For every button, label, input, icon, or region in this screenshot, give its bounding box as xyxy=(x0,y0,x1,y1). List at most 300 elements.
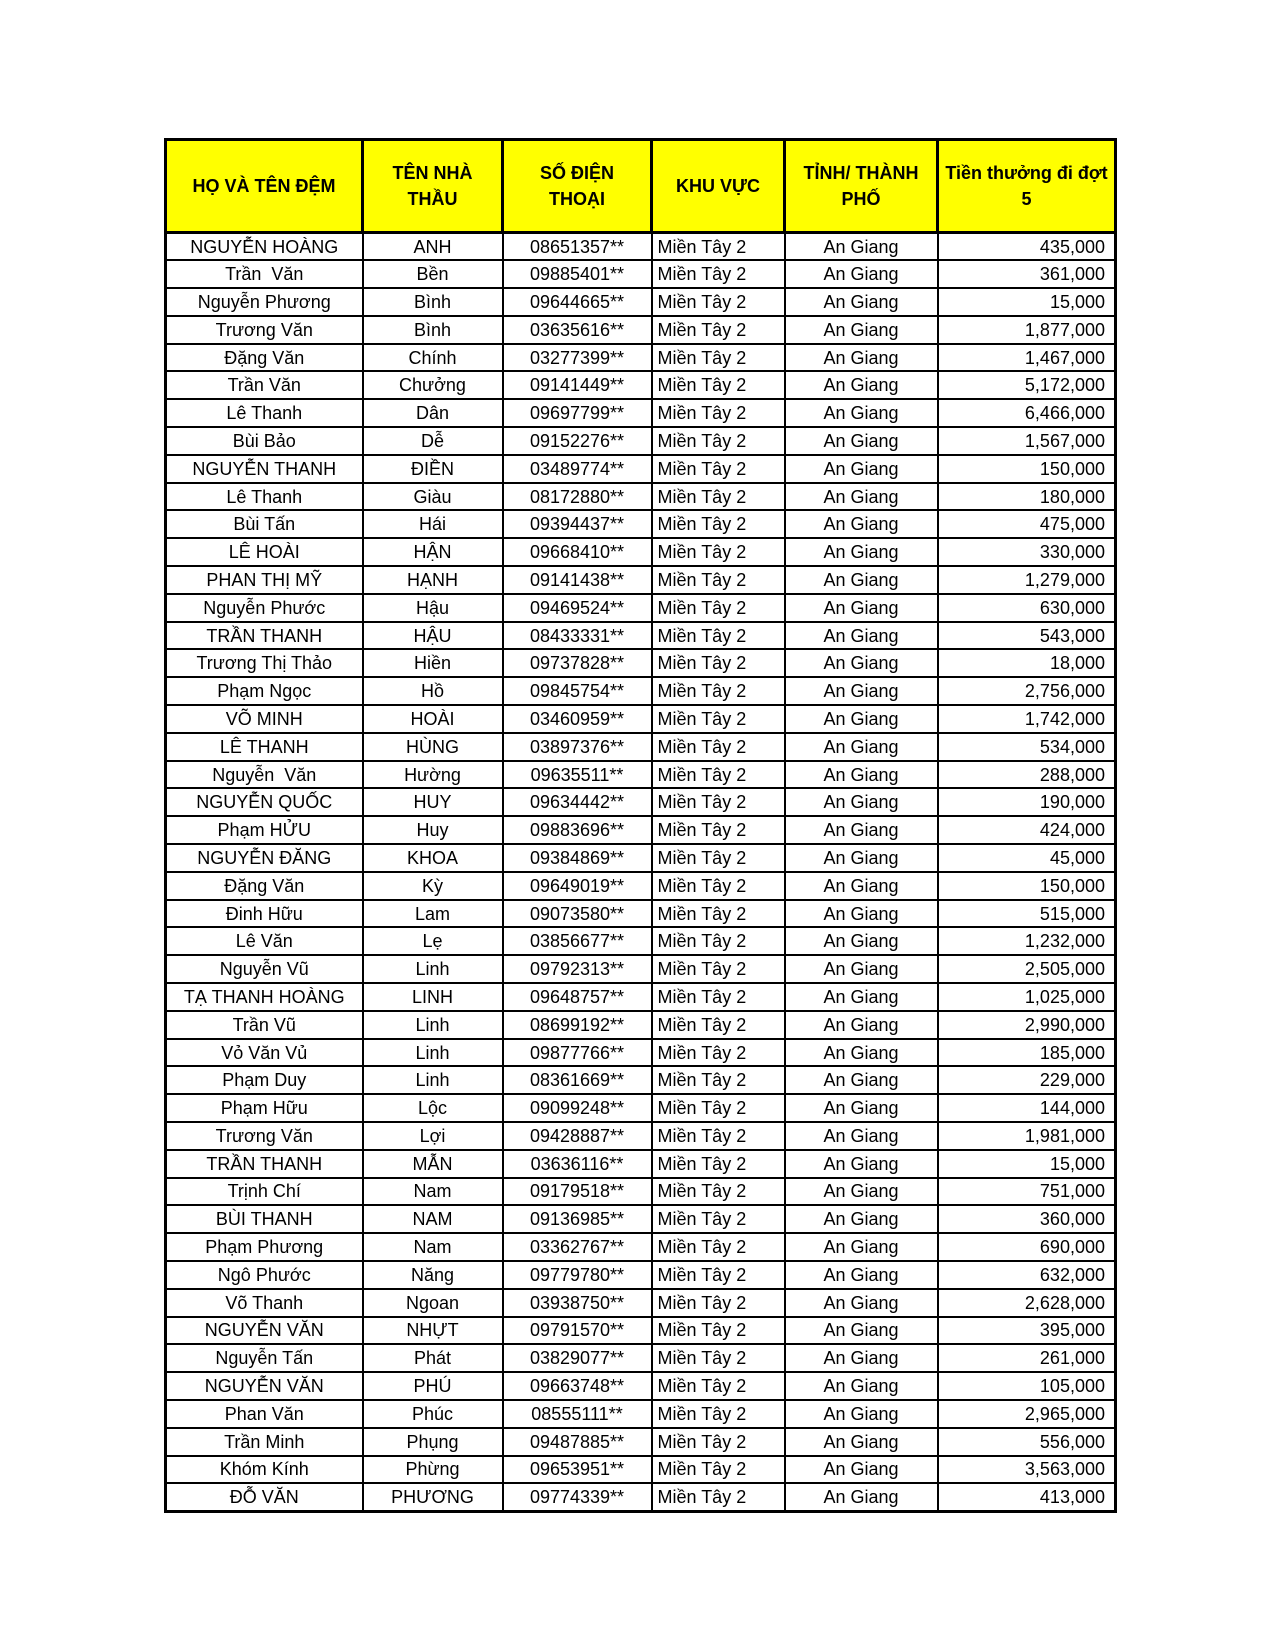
cell-ten-nha-thau: Bền xyxy=(363,260,503,288)
cell-ten-nha-thau: Hồ xyxy=(363,677,503,705)
cell-tien-thuong: 395,000 xyxy=(938,1317,1116,1345)
cell-tinh-thanh-pho: An Giang xyxy=(785,705,938,733)
cell-tien-thuong: 632,000 xyxy=(938,1261,1116,1289)
cell-ho-va-ten-dem: Trần Văn xyxy=(166,371,363,399)
cell-ho-va-ten-dem: Nguyễn Phương xyxy=(166,288,363,316)
cell-khu-vuc: Miền Tây 2 xyxy=(652,983,785,1011)
cell-so-dien-thoai: 08361669** xyxy=(503,1066,652,1094)
cell-tien-thuong: 1,567,000 xyxy=(938,427,1116,455)
cell-ten-nha-thau: Lợi xyxy=(363,1122,503,1150)
cell-khu-vuc: Miền Tây 2 xyxy=(652,1483,785,1511)
cell-tinh-thanh-pho: An Giang xyxy=(785,288,938,316)
cell-ho-va-ten-dem: Trương Văn xyxy=(166,316,363,344)
column-header-ho-va-ten-dem: HỌ VÀ TÊN ĐỆM xyxy=(166,140,363,233)
cell-tien-thuong: 1,467,000 xyxy=(938,344,1116,372)
cell-tien-thuong: 150,000 xyxy=(938,872,1116,900)
cell-so-dien-thoai: 09136985** xyxy=(503,1205,652,1233)
cell-ten-nha-thau: Giàu xyxy=(363,483,503,511)
cell-ten-nha-thau: HUY xyxy=(363,788,503,816)
cell-khu-vuc: Miền Tây 2 xyxy=(652,233,785,261)
cell-so-dien-thoai: 09663748** xyxy=(503,1372,652,1400)
table-row xyxy=(166,1233,1116,1261)
cell-khu-vuc: Miền Tây 2 xyxy=(652,872,785,900)
table-row xyxy=(166,1178,1116,1206)
table-row xyxy=(166,1428,1116,1456)
cell-ho-va-ten-dem: NGUYỄN VĂN xyxy=(166,1372,363,1400)
cell-so-dien-thoai: 09099248** xyxy=(503,1094,652,1122)
table-row xyxy=(166,483,1116,511)
cell-tinh-thanh-pho: An Giang xyxy=(785,983,938,1011)
table-row xyxy=(166,427,1116,455)
table-row xyxy=(166,1205,1116,1233)
cell-tien-thuong: 543,000 xyxy=(938,622,1116,650)
cell-so-dien-thoai: 03636116** xyxy=(503,1150,652,1178)
table-row xyxy=(166,1261,1116,1289)
spreadsheet-sheet xyxy=(164,138,1117,1513)
cell-ten-nha-thau: Phụng xyxy=(363,1428,503,1456)
cell-so-dien-thoai: 09152276** xyxy=(503,427,652,455)
cell-ten-nha-thau: Bình xyxy=(363,316,503,344)
table-row xyxy=(166,622,1116,650)
cell-tien-thuong: 185,000 xyxy=(938,1039,1116,1067)
cell-tinh-thanh-pho: An Giang xyxy=(785,1039,938,1067)
cell-tinh-thanh-pho: An Giang xyxy=(785,788,938,816)
cell-khu-vuc: Miền Tây 2 xyxy=(652,316,785,344)
cell-ho-va-ten-dem: Lê Thanh xyxy=(166,483,363,511)
cell-tien-thuong: 5,172,000 xyxy=(938,371,1116,399)
cell-so-dien-thoai: 09179518** xyxy=(503,1178,652,1206)
table-row xyxy=(166,733,1116,761)
cell-tinh-thanh-pho: An Giang xyxy=(785,622,938,650)
table-row xyxy=(166,1344,1116,1372)
cell-tien-thuong: 261,000 xyxy=(938,1344,1116,1372)
cell-so-dien-thoai: 03856677** xyxy=(503,927,652,955)
cell-khu-vuc: Miền Tây 2 xyxy=(652,483,785,511)
cell-tinh-thanh-pho: An Giang xyxy=(785,233,938,261)
cell-ten-nha-thau: HẬU xyxy=(363,622,503,650)
cell-so-dien-thoai: 09653951** xyxy=(503,1456,652,1484)
cell-khu-vuc: Miền Tây 2 xyxy=(652,538,785,566)
cell-ten-nha-thau: Chính xyxy=(363,344,503,372)
cell-khu-vuc: Miền Tây 2 xyxy=(652,816,785,844)
table-row xyxy=(166,1372,1116,1400)
cell-so-dien-thoai: 09648757** xyxy=(503,983,652,1011)
cell-ho-va-ten-dem: Trương Thị Thảo xyxy=(166,649,363,677)
cell-ho-va-ten-dem: Nguyễn Phước xyxy=(166,594,363,622)
table-row xyxy=(166,233,1116,261)
cell-tinh-thanh-pho: An Giang xyxy=(785,371,938,399)
cell-so-dien-thoai: 03460959** xyxy=(503,705,652,733)
cell-tinh-thanh-pho: An Giang xyxy=(785,1456,938,1484)
cell-khu-vuc: Miền Tây 2 xyxy=(652,1317,785,1345)
cell-ho-va-ten-dem: Trương Văn xyxy=(166,1122,363,1150)
cell-ten-nha-thau: Nam xyxy=(363,1178,503,1206)
cell-ten-nha-thau: Linh xyxy=(363,1066,503,1094)
cell-khu-vuc: Miền Tây 2 xyxy=(652,1233,785,1261)
cell-khu-vuc: Miền Tây 2 xyxy=(652,1289,785,1317)
cell-ho-va-ten-dem: Ngô Phước xyxy=(166,1261,363,1289)
cell-tien-thuong: 424,000 xyxy=(938,816,1116,844)
cell-ho-va-ten-dem: VÕ MINH xyxy=(166,705,363,733)
cell-ten-nha-thau: Nam xyxy=(363,1233,503,1261)
cell-tinh-thanh-pho: An Giang xyxy=(785,649,938,677)
table-row xyxy=(166,1094,1116,1122)
cell-tinh-thanh-pho: An Giang xyxy=(785,844,938,872)
cell-so-dien-thoai: 08555111** xyxy=(503,1400,652,1428)
table-row xyxy=(166,1483,1116,1511)
cell-tinh-thanh-pho: An Giang xyxy=(785,399,938,427)
cell-tinh-thanh-pho: An Giang xyxy=(785,733,938,761)
cell-tien-thuong: 180,000 xyxy=(938,483,1116,511)
cell-khu-vuc: Miền Tây 2 xyxy=(652,344,785,372)
cell-tinh-thanh-pho: An Giang xyxy=(785,427,938,455)
cell-tien-thuong: 105,000 xyxy=(938,1372,1116,1400)
cell-tien-thuong: 229,000 xyxy=(938,1066,1116,1094)
cell-ho-va-ten-dem: Vỏ Văn Vủ xyxy=(166,1039,363,1067)
cell-tinh-thanh-pho: An Giang xyxy=(785,1178,938,1206)
cell-so-dien-thoai: 03635616** xyxy=(503,316,652,344)
cell-khu-vuc: Miền Tây 2 xyxy=(652,677,785,705)
cell-khu-vuc: Miền Tây 2 xyxy=(652,260,785,288)
cell-tien-thuong: 556,000 xyxy=(938,1428,1116,1456)
cell-tien-thuong: 15,000 xyxy=(938,288,1116,316)
cell-tien-thuong: 1,279,000 xyxy=(938,566,1116,594)
cell-khu-vuc: Miền Tây 2 xyxy=(652,761,785,789)
cell-ten-nha-thau: NAM xyxy=(363,1205,503,1233)
cell-ho-va-ten-dem: BÙI THANH xyxy=(166,1205,363,1233)
cell-ho-va-ten-dem: Phạm Duy xyxy=(166,1066,363,1094)
cell-khu-vuc: Miền Tây 2 xyxy=(652,900,785,928)
cell-ten-nha-thau: PHÚ xyxy=(363,1372,503,1400)
cell-tinh-thanh-pho: An Giang xyxy=(785,927,938,955)
cell-ten-nha-thau: ĐIỀN xyxy=(363,455,503,483)
cell-ho-va-ten-dem: NGUYỄN HOÀNG xyxy=(166,233,363,261)
cell-tien-thuong: 150,000 xyxy=(938,455,1116,483)
cell-khu-vuc: Miền Tây 2 xyxy=(652,705,785,733)
cell-khu-vuc: Miền Tây 2 xyxy=(652,649,785,677)
cell-ten-nha-thau: Phúc xyxy=(363,1400,503,1428)
cell-tinh-thanh-pho: An Giang xyxy=(785,1122,938,1150)
table-row xyxy=(166,1066,1116,1094)
cell-khu-vuc: Miền Tây 2 xyxy=(652,399,785,427)
cell-khu-vuc: Miền Tây 2 xyxy=(652,1372,785,1400)
cell-khu-vuc: Miền Tây 2 xyxy=(652,844,785,872)
cell-ho-va-ten-dem: Võ Thanh xyxy=(166,1289,363,1317)
cell-khu-vuc: Miền Tây 2 xyxy=(652,288,785,316)
cell-so-dien-thoai: 09428887** xyxy=(503,1122,652,1150)
cell-tien-thuong: 330,000 xyxy=(938,538,1116,566)
cell-tinh-thanh-pho: An Giang xyxy=(785,1344,938,1372)
cell-so-dien-thoai: 09635511** xyxy=(503,761,652,789)
table-row xyxy=(166,927,1116,955)
cell-tinh-thanh-pho: An Giang xyxy=(785,1066,938,1094)
table-row xyxy=(166,844,1116,872)
cell-so-dien-thoai: 03897376** xyxy=(503,733,652,761)
cell-ho-va-ten-dem: Bùi Bảo xyxy=(166,427,363,455)
cell-so-dien-thoai: 09469524** xyxy=(503,594,652,622)
cell-ho-va-ten-dem: Nguyễn Văn xyxy=(166,761,363,789)
cell-tinh-thanh-pho: An Giang xyxy=(785,1372,938,1400)
cell-ho-va-ten-dem: Phạm HỬU xyxy=(166,816,363,844)
cell-ho-va-ten-dem: NGUYỄN VĂN xyxy=(166,1317,363,1345)
cell-so-dien-thoai: 09487885** xyxy=(503,1428,652,1456)
cell-so-dien-thoai: 08172880** xyxy=(503,483,652,511)
cell-ho-va-ten-dem: NGUYỄN THANH xyxy=(166,455,363,483)
table-row xyxy=(166,1122,1116,1150)
cell-tinh-thanh-pho: An Giang xyxy=(785,761,938,789)
cell-ho-va-ten-dem: Nguyễn Tấn xyxy=(166,1344,363,1372)
table-row xyxy=(166,1289,1116,1317)
cell-so-dien-thoai: 03362767** xyxy=(503,1233,652,1261)
table-row xyxy=(166,761,1116,789)
column-header-so-dien-thoai: SỐ ĐIỆN THOẠI xyxy=(503,140,652,233)
cell-ten-nha-thau: Bình xyxy=(363,288,503,316)
cell-ten-nha-thau: Phát xyxy=(363,1344,503,1372)
cell-tien-thuong: 630,000 xyxy=(938,594,1116,622)
cell-tinh-thanh-pho: An Giang xyxy=(785,566,938,594)
table-body xyxy=(166,233,1116,1512)
cell-ten-nha-thau: Kỳ xyxy=(363,872,503,900)
table-row xyxy=(166,1400,1116,1428)
cell-ho-va-ten-dem: TRẦN THANH xyxy=(166,622,363,650)
cell-ho-va-ten-dem: PHAN THỊ MỸ xyxy=(166,566,363,594)
cell-ho-va-ten-dem: Đặng Văn xyxy=(166,872,363,900)
cell-tien-thuong: 1,232,000 xyxy=(938,927,1116,955)
cell-so-dien-thoai: 03829077** xyxy=(503,1344,652,1372)
table-row xyxy=(166,510,1116,538)
cell-khu-vuc: Miền Tây 2 xyxy=(652,1066,785,1094)
column-header-khu-vuc: KHU VỰC xyxy=(652,140,785,233)
cell-tien-thuong: 45,000 xyxy=(938,844,1116,872)
cell-khu-vuc: Miền Tây 2 xyxy=(652,1150,785,1178)
cell-ho-va-ten-dem: Bùi Tấn xyxy=(166,510,363,538)
cell-khu-vuc: Miền Tây 2 xyxy=(652,455,785,483)
cell-ho-va-ten-dem: Đặng Văn xyxy=(166,344,363,372)
cell-ten-nha-thau: Linh xyxy=(363,1039,503,1067)
cell-khu-vuc: Miền Tây 2 xyxy=(652,1456,785,1484)
cell-ten-nha-thau: Ngoan xyxy=(363,1289,503,1317)
cell-ten-nha-thau: Hậu xyxy=(363,594,503,622)
cell-khu-vuc: Miền Tây 2 xyxy=(652,1400,785,1428)
column-header-ten-nha-thau: TÊN NHÀ THẦU xyxy=(363,140,503,233)
cell-so-dien-thoai: 03489774** xyxy=(503,455,652,483)
table-row xyxy=(166,1011,1116,1039)
cell-so-dien-thoai: 09737828** xyxy=(503,649,652,677)
table-row xyxy=(166,1456,1116,1484)
cell-ten-nha-thau: Dễ xyxy=(363,427,503,455)
cell-ho-va-ten-dem: Nguyễn Vũ xyxy=(166,955,363,983)
cell-ten-nha-thau: Hường xyxy=(363,761,503,789)
cell-khu-vuc: Miền Tây 2 xyxy=(652,594,785,622)
cell-so-dien-thoai: 09644665** xyxy=(503,288,652,316)
cell-tien-thuong: 18,000 xyxy=(938,649,1116,677)
cell-khu-vuc: Miền Tây 2 xyxy=(652,371,785,399)
cell-tinh-thanh-pho: An Giang xyxy=(785,1233,938,1261)
cell-tien-thuong: 15,000 xyxy=(938,1150,1116,1178)
cell-ten-nha-thau: KHOA xyxy=(363,844,503,872)
cell-so-dien-thoai: 03277399** xyxy=(503,344,652,372)
cell-tien-thuong: 475,000 xyxy=(938,510,1116,538)
cell-tien-thuong: 1,877,000 xyxy=(938,316,1116,344)
cell-ten-nha-thau: Lam xyxy=(363,900,503,928)
cell-so-dien-thoai: 08651357** xyxy=(503,233,652,261)
cell-tinh-thanh-pho: An Giang xyxy=(785,260,938,288)
cell-tinh-thanh-pho: An Giang xyxy=(785,872,938,900)
cell-tinh-thanh-pho: An Giang xyxy=(785,1094,938,1122)
cell-tinh-thanh-pho: An Giang xyxy=(785,1205,938,1233)
cell-ho-va-ten-dem: Phan Văn xyxy=(166,1400,363,1428)
cell-tinh-thanh-pho: An Giang xyxy=(785,1400,938,1428)
cell-khu-vuc: Miền Tây 2 xyxy=(652,1039,785,1067)
cell-ten-nha-thau: HOÀI xyxy=(363,705,503,733)
table-row xyxy=(166,1150,1116,1178)
cell-ten-nha-thau: Lẹ xyxy=(363,927,503,955)
cell-so-dien-thoai: 09141449** xyxy=(503,371,652,399)
cell-tinh-thanh-pho: An Giang xyxy=(785,455,938,483)
table-row xyxy=(166,371,1116,399)
cell-ten-nha-thau: Hái xyxy=(363,510,503,538)
cell-ho-va-ten-dem: Đinh Hữu xyxy=(166,900,363,928)
cell-khu-vuc: Miền Tây 2 xyxy=(652,927,785,955)
cell-so-dien-thoai: 03938750** xyxy=(503,1289,652,1317)
cell-khu-vuc: Miền Tây 2 xyxy=(652,1428,785,1456)
cell-tien-thuong: 1,742,000 xyxy=(938,705,1116,733)
cell-ho-va-ten-dem: Phạm Hữu xyxy=(166,1094,363,1122)
cell-tinh-thanh-pho: An Giang xyxy=(785,510,938,538)
table-row xyxy=(166,594,1116,622)
cell-so-dien-thoai: 08699192** xyxy=(503,1011,652,1039)
cell-ten-nha-thau: Năng xyxy=(363,1261,503,1289)
cell-khu-vuc: Miền Tây 2 xyxy=(652,622,785,650)
table-row xyxy=(166,538,1116,566)
cell-tinh-thanh-pho: An Giang xyxy=(785,1011,938,1039)
cell-khu-vuc: Miền Tây 2 xyxy=(652,1094,785,1122)
cell-tien-thuong: 751,000 xyxy=(938,1178,1116,1206)
cell-ho-va-ten-dem: Lê Văn xyxy=(166,927,363,955)
cell-tinh-thanh-pho: An Giang xyxy=(785,483,938,511)
cell-so-dien-thoai: 09883696** xyxy=(503,816,652,844)
cell-so-dien-thoai: 09877766** xyxy=(503,1039,652,1067)
cell-tinh-thanh-pho: An Giang xyxy=(785,594,938,622)
cell-tien-thuong: 288,000 xyxy=(938,761,1116,789)
column-header-tinh-thanh-pho: TỈNH/ THÀNH PHỐ xyxy=(785,140,938,233)
cell-ho-va-ten-dem: LÊ THANH xyxy=(166,733,363,761)
table-row xyxy=(166,1317,1116,1345)
bonus-table xyxy=(164,138,1117,1513)
table-row xyxy=(166,288,1116,316)
cell-tinh-thanh-pho: An Giang xyxy=(785,900,938,928)
cell-ten-nha-thau: Dân xyxy=(363,399,503,427)
cell-ho-va-ten-dem: Lê Thanh xyxy=(166,399,363,427)
cell-so-dien-thoai: 09668410** xyxy=(503,538,652,566)
cell-tien-thuong: 1,025,000 xyxy=(938,983,1116,1011)
cell-tinh-thanh-pho: An Giang xyxy=(785,316,938,344)
cell-so-dien-thoai: 09073580** xyxy=(503,900,652,928)
cell-ten-nha-thau: Phừng xyxy=(363,1456,503,1484)
cell-tien-thuong: 2,756,000 xyxy=(938,677,1116,705)
cell-khu-vuc: Miền Tây 2 xyxy=(652,1205,785,1233)
table-row xyxy=(166,955,1116,983)
cell-tien-thuong: 413,000 xyxy=(938,1483,1116,1511)
cell-tien-thuong: 3,563,000 xyxy=(938,1456,1116,1484)
cell-ho-va-ten-dem: Trịnh Chí xyxy=(166,1178,363,1206)
table-row xyxy=(166,344,1116,372)
cell-tien-thuong: 190,000 xyxy=(938,788,1116,816)
cell-ten-nha-thau: HẬN xyxy=(363,538,503,566)
cell-ho-va-ten-dem: LÊ HOÀI xyxy=(166,538,363,566)
cell-so-dien-thoai: 09697799** xyxy=(503,399,652,427)
cell-ten-nha-thau: Linh xyxy=(363,955,503,983)
cell-khu-vuc: Miền Tây 2 xyxy=(652,1344,785,1372)
cell-ten-nha-thau: MẪN xyxy=(363,1150,503,1178)
cell-khu-vuc: Miền Tây 2 xyxy=(652,788,785,816)
table-row xyxy=(166,983,1116,1011)
cell-ho-va-ten-dem: TRẦN THANH xyxy=(166,1150,363,1178)
cell-tien-thuong: 361,000 xyxy=(938,260,1116,288)
cell-tien-thuong: 144,000 xyxy=(938,1094,1116,1122)
cell-tien-thuong: 534,000 xyxy=(938,733,1116,761)
table-row xyxy=(166,649,1116,677)
table-row xyxy=(166,816,1116,844)
table-row xyxy=(166,872,1116,900)
cell-so-dien-thoai: 09845754** xyxy=(503,677,652,705)
cell-ten-nha-thau: Chưởng xyxy=(363,371,503,399)
cell-ten-nha-thau: ANH xyxy=(363,233,503,261)
column-header-tien-thuong: Tiền thưởng đi đợt 5 xyxy=(938,140,1116,233)
header-row xyxy=(166,140,1116,233)
cell-so-dien-thoai: 09779780** xyxy=(503,1261,652,1289)
cell-tinh-thanh-pho: An Giang xyxy=(785,1289,938,1317)
table-row xyxy=(166,788,1116,816)
cell-tinh-thanh-pho: An Giang xyxy=(785,538,938,566)
cell-ten-nha-thau: Linh xyxy=(363,1011,503,1039)
cell-tinh-thanh-pho: An Giang xyxy=(785,1483,938,1511)
cell-tien-thuong: 435,000 xyxy=(938,233,1116,261)
cell-ten-nha-thau: Huy xyxy=(363,816,503,844)
table-row xyxy=(166,705,1116,733)
cell-ho-va-ten-dem: Trần Văn xyxy=(166,260,363,288)
table-row xyxy=(166,316,1116,344)
cell-tien-thuong: 515,000 xyxy=(938,900,1116,928)
cell-so-dien-thoai: 09774339** xyxy=(503,1483,652,1511)
cell-khu-vuc: Miền Tây 2 xyxy=(652,1011,785,1039)
cell-tien-thuong: 360,000 xyxy=(938,1205,1116,1233)
cell-tien-thuong: 2,505,000 xyxy=(938,955,1116,983)
table-row xyxy=(166,1039,1116,1067)
cell-so-dien-thoai: 09634442** xyxy=(503,788,652,816)
cell-ten-nha-thau: NHỰT xyxy=(363,1317,503,1345)
cell-khu-vuc: Miền Tây 2 xyxy=(652,566,785,594)
cell-tinh-thanh-pho: An Giang xyxy=(785,677,938,705)
cell-ho-va-ten-dem: Phạm Phương xyxy=(166,1233,363,1261)
cell-khu-vuc: Miền Tây 2 xyxy=(652,1122,785,1150)
cell-ho-va-ten-dem: NGUYỄN QUỐC xyxy=(166,788,363,816)
cell-so-dien-thoai: 09885401** xyxy=(503,260,652,288)
cell-tien-thuong: 1,981,000 xyxy=(938,1122,1116,1150)
cell-ho-va-ten-dem: Khóm Kính xyxy=(166,1456,363,1484)
cell-so-dien-thoai: 09384869** xyxy=(503,844,652,872)
cell-ho-va-ten-dem: TẠ THANH HOÀNG xyxy=(166,983,363,1011)
cell-tien-thuong: 6,466,000 xyxy=(938,399,1116,427)
cell-ten-nha-thau: Hiền xyxy=(363,649,503,677)
cell-tinh-thanh-pho: An Giang xyxy=(785,955,938,983)
cell-ho-va-ten-dem: Trần Vũ xyxy=(166,1011,363,1039)
cell-khu-vuc: Miền Tây 2 xyxy=(652,733,785,761)
table-row xyxy=(166,399,1116,427)
cell-so-dien-thoai: 09141438** xyxy=(503,566,652,594)
cell-tinh-thanh-pho: An Giang xyxy=(785,344,938,372)
cell-tien-thuong: 2,628,000 xyxy=(938,1289,1116,1317)
